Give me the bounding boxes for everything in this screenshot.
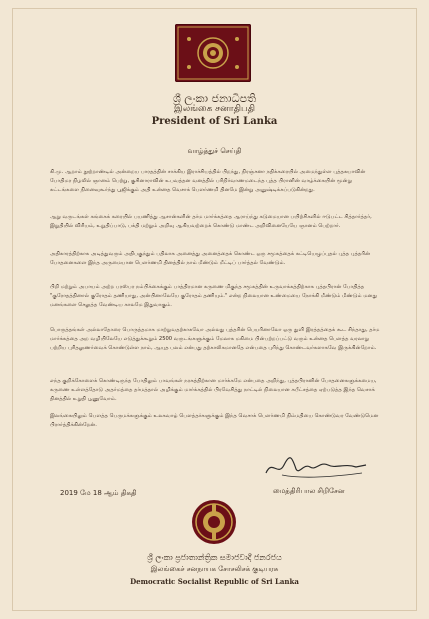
footer-sinhala: ශ්‍රී ලංකා ප්‍රජාතාන්ත්‍රික සමාජවාදී ජනරජය — [147, 553, 282, 562]
signature — [262, 453, 372, 481]
paragraph-4: பிறி மற்றும் அபாயம் அற்ற பரஸ்பர நம்பிக்கைக்கும் பாத்திரமான கருணை மிகுந்த சமூகத்தின் உருவாக்கத்திற்காக புத்தபிரான் போதித்த "குரோதத்தினால் குரோதம் தணியாது, அன்பினாலேயே குரோதம் தணியும்." என்ற நிலையான உண்மையை நோக்கி மீண்டும் மீண்டும் மனது மனங்களை செலுத்த வேண்டிய காலமே இதுவாகும். — [50, 284, 378, 308]
paragraph-1: கி.மு. ஆறாம் நூற்றாண்டில் அன்றைய பாரதத்தின் சாக்கிய இராச்சியத்தில் பிறந்து, நிரஞ்சனா நதிக்கரையில் அமைந்துள்ள புத்தகயாவின் போதிமர நிழலில் ஞானம் பெற்று, குசினாராவின் உபவத்தன வனத்தில் பரிநிர்வாணமடைந்த புத்த பிரானின் வாழ்க்கையின் மூன்று கட்டங்களை நினைவுகூர்ந்து பூஜிக்கும் அதி உன்னத வெசாக் பௌர்ணமி தினமே இன்று அனுஷ்டிக்கப்படுகின்றது. — [50, 169, 366, 193]
paragraph-3: அதிகாரத்திற்காக அடித்துவரும் அதிபகுந்தும் பதிலாக அனைத்து அனைத்தைக் கொண்ட ஒரு சமூகத்தைக் கட்டியெழுப்புதல் புத்த புத்தரின் போதனைகளை இந்த அருமையான பௌர்ணமி தினத்தில் நாம் மீண்டும் மீட்டிப் பார்த்தல் வேண்டும். — [50, 251, 371, 266]
paragraph-7: இலங்கையிலும் பௌத்த பெருமக்களுக்கும் உலகவாழ் பௌத்தர்களுக்கும் இந்த வெசாக் பௌர்ணமி நிம்மதியை கொண்டுவர வேண்டுமென பிரார்த்திக்கின்றேன். — [50, 413, 379, 428]
paragraph-2: ஆறு வருடங்கள் கங்கைக் கரையில் பயணித்து ஆசான்களின் தர்ம மார்க்கத்தை ஆராய்ந்து கடுமையான பயிற்சிகளில் ஈடுபட்ட சித்தார்த்தர், இறுதியில் விரியம், உறுதிப்பாடு, பக்தி மற்றும் அறிவு ஆகியவற்றைக் கொண்டு மாண்ட அறிவினையேயே ஞானம் பெற்றார். — [50, 214, 372, 229]
paragraph-6: எந்த குறிக்கோளைக் கொண்டிருந்த போதிலும் பாவங்கள் நரகத்திற்கான மார்க்கமே என்பதை அறிந்து, புத்தபிரானின் போதனைகளுக்கமைய, கருணை உள்ளத்தோடு அதர்மத்தை தர்மத்தால் அழிக்கும் மார்க்கத்தில் பிரவேசித்து நாட்டில் நிலையான சுபீட்சத்தை ஏற்படுத்த இந்த வெசாக் தினத்தில் உறுதி பூணுவோம். — [50, 378, 377, 402]
letter-subject: வாழ்த்துச் செய்தி — [187, 147, 242, 155]
footer-tamil: இலங்கைச் சனநாயக சோசலிசக் குடியரசு — [150, 565, 279, 573]
title-sinhala: ශ්‍රී ලංකා ජනාධිපති — [172, 92, 257, 105]
national-seal — [190, 498, 238, 546]
paragraph-5: பொருத்தங்கள் அல்லாதோரை பொருத்தமாக மாற்றுவதற்காகவோ அல்லது புத்தரின் பெயரினாலோ ஒரு துளி இரத்தத்தைக் கூட சிந்தாது, தர்ம மார்க்கத்தை அற வழியிலேயே எடுத்துக்கூறும் 2500 வருடங்களுக்கும் மேலாக மகிமை பின்பற்றப்பட்டு வரும் உன்னத பௌத்த வரலாறு பற்றிய புரிதலுணர்வைக் கொண்டுள்ள நாம், ஆயுத பலம் என்பது தற்காலிகமானதே என்பதை புரிந்து கொண்டவர்களாகவே இருக்கின்றோம். — [50, 327, 380, 351]
footer-english: Democratic Socialist Republic of Sri Lanka — [130, 577, 299, 586]
letter-date: 2019 மே 18 ஆம் திகதி — [60, 489, 137, 497]
national-emblem-icon — [190, 498, 238, 546]
title-english: President of Sri Lanka — [151, 116, 278, 127]
presidential-emblem — [175, 24, 251, 82]
signatory-name: மைத்திரிபால சிறிசேன — [273, 487, 345, 495]
lotus-emblem-icon — [175, 24, 251, 82]
title-tamil: இலங்கை சனாதிபதி — [173, 104, 256, 114]
